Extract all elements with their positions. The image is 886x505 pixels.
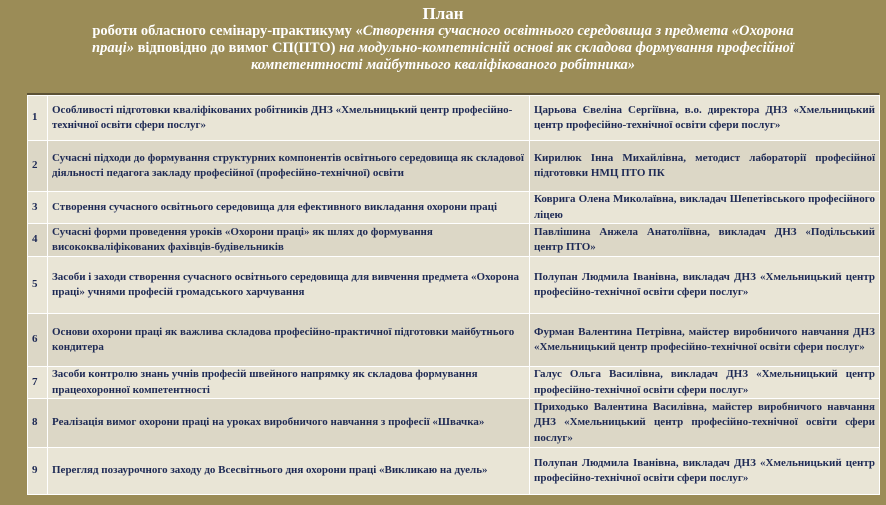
report-speaker: Царьова Євеліна Сергіївна, в.о. директора ДНЗ «Хмельницький центр професійно-технічної освіти сфери послуг» (530, 96, 880, 141)
report-speaker: Павлішина Анжела Анатоліївна, викладач ДНЗ «Подільський центр ПТО» (530, 224, 880, 257)
report-speaker: Галус Ольга Василівна, викладач ДНЗ «Хмельницький центр професійно-технічної освіти сфери послуг» (530, 367, 880, 399)
row-number: 9 (28, 448, 48, 495)
report-topic: Основи охорони праці як важлива складова професійно-практичної підготовки майбутнього кондитера (48, 314, 530, 367)
row-number: 2 (28, 141, 48, 192)
row-number: 4 (28, 224, 48, 257)
program-table-wrap (27, 93, 879, 495)
row-number: 1 (28, 96, 48, 141)
subtitle-topic-part2: праці» (92, 40, 134, 56)
report-topic: Засоби і заходи створення сучасного освітнього середовища для вивчення предмета «Охорона праці» учнями професій громадського харчування (48, 257, 530, 314)
row-number: 8 (28, 399, 48, 448)
subtitle-topic-part3: на модульно-компетнісній основі як складова формування професійної (339, 40, 794, 56)
table-row (28, 448, 880, 495)
row-number: 5 (28, 257, 48, 314)
row-number: 6 (28, 314, 48, 367)
report-speaker: Приходько Валентина Василівна, майстер виробничого навчання ДНЗ «Хмельницький центр професійно-технічної освіти сфери послуг» (530, 399, 880, 448)
subtitle-prefix: роботи обласного семінару-практикуму « (92, 23, 363, 39)
report-speaker: Фурман Валентина Петрівна, майстер виробничого навчання ДНЗ «Хмельницький центр професійно-технічної освіти сфери послуг» (530, 314, 880, 367)
subtitle-topic-part1: Створення сучасного освітнього середовища з предмета «Охорона (362, 23, 794, 39)
report-speaker: Полупан Людмила Іванівна, викладач ДНЗ «Хмельницький центр професійно-технічної освіти сфери послуг» (530, 257, 880, 314)
plan-subtitle-line3 (0, 57, 886, 74)
table-row (28, 96, 880, 141)
plan-header (0, 4, 886, 74)
report-topic: Сучасні форми проведення уроків «Охорони праці» як шлях до формування висококваліфікованих фахівців-будівельників (48, 224, 530, 257)
table-row (28, 192, 880, 224)
report-speaker: Полупан Людмила Іванівна, викладач ДНЗ «Хмельницький центр професійно-технічної освіти сфери послуг» (530, 448, 880, 495)
report-topic: Перегляд позаурочного заходу до Всесвітнього дня охорони праці «Викликаю на дуель» (48, 448, 530, 495)
plan-subtitle-line1 (0, 23, 886, 40)
report-topic: Засоби контролю знань учнів професій швейного напрямку як складова формування працеохоронної компетентності (48, 367, 530, 399)
subtitle-requirements: відповідно до вимог СП(ПТО) (133, 40, 340, 56)
row-number: 7 (28, 367, 48, 399)
report-topic: Особливості підготовки кваліфікованих робітників ДНЗ «Хмельницький центр професійно-технічної освіти сфери послуг» (48, 96, 530, 141)
table-row (28, 141, 880, 192)
report-speaker: Коврига Олена Миколаївна, викладач Шепетівського професійного ліцею (530, 192, 880, 224)
subtitle-topic-part4: компетентності майбутнього кваліфікованого робітника» (250, 57, 636, 73)
table-row (28, 399, 880, 448)
table-row (28, 224, 880, 257)
table-row (28, 257, 880, 314)
row-number: 3 (28, 192, 48, 224)
plan-title: План (422, 4, 464, 23)
report-topic: Сучасні підходи до формування структурних компонентів освітнього середовища як складової діяльності педагога закладу професійної (професійно-технічної) освіти (48, 141, 530, 192)
report-topic: Створення сучасного освітнього середовища для ефективного викладання охорони праці (48, 192, 530, 224)
table-row (28, 367, 880, 399)
program-table (27, 95, 880, 495)
report-speaker: Кирилюк Інна Михайлівна, методист лабораторії професійної підготовки НМЦ ПТО ПК (530, 141, 880, 192)
report-topic: Реалізація вимог охорони праці на уроках виробничого навчання з професії «Швачка» (48, 399, 530, 448)
plan-subtitle-line2 (0, 40, 886, 57)
table-row (28, 314, 880, 367)
